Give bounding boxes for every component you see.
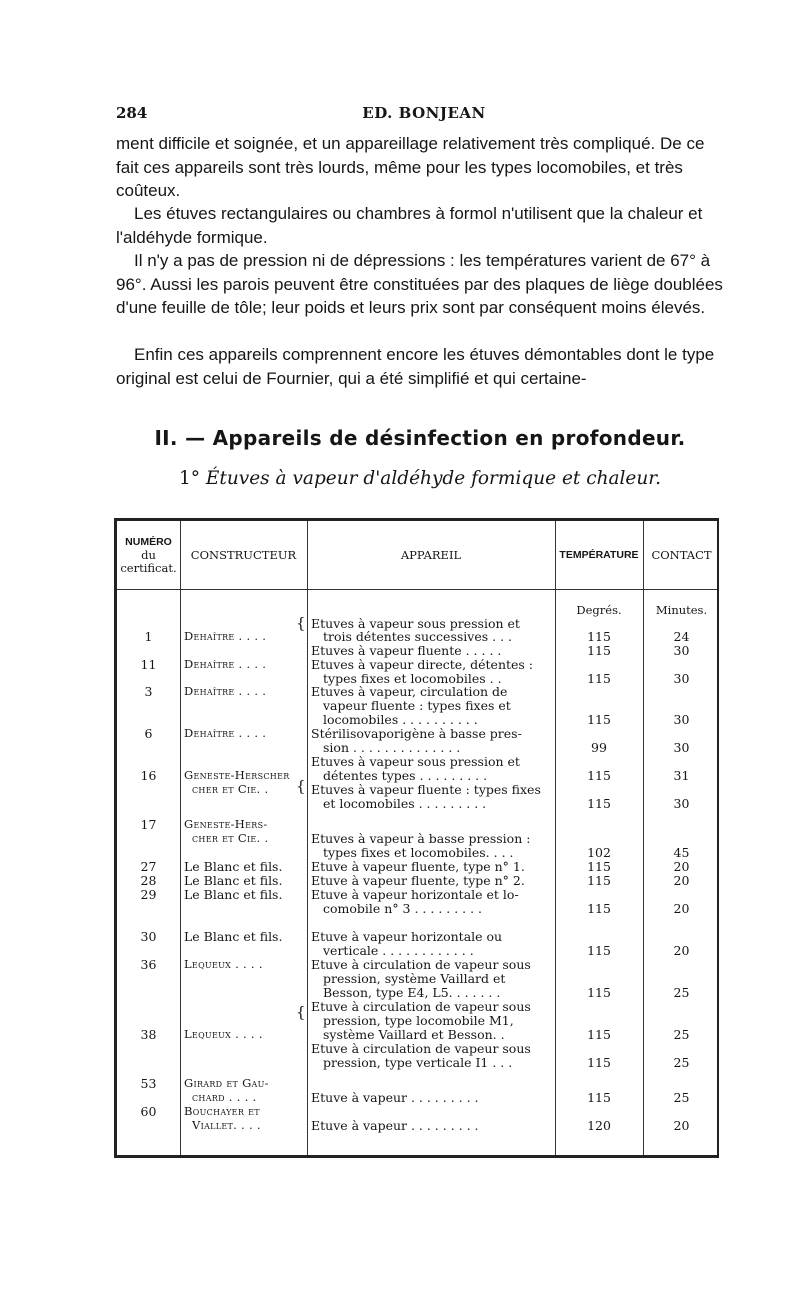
- constructor-cell: Dehaître . . . .: [184, 629, 267, 643]
- apparatus-cell: pression, type verticale I1 . . .: [323, 1055, 513, 1070]
- certificate-number: 27: [140, 859, 157, 874]
- constructor-cell: Le Blanc et fils.: [184, 887, 283, 902]
- certificate-number: 53: [140, 1076, 157, 1091]
- apparatus-cell: détentes types . . . . . . . . .: [323, 768, 488, 783]
- contact-value: 24: [673, 629, 690, 644]
- certificate-number: 16: [140, 768, 157, 783]
- unit-minutes: Minutes.: [655, 603, 708, 617]
- apparatus-cell: locomobiles . . . . . . . . . .: [323, 712, 478, 727]
- contact-value: 30: [673, 740, 690, 755]
- brace-decoration: {: [296, 1003, 306, 1021]
- paragraph-2: Les étuves rectangulaires ou chambres à formol n'utilisent que la chaleur et l'aldéhyde formique.: [116, 204, 703, 247]
- certificate-number: 29: [140, 887, 157, 902]
- apparatus-cell: Stérilisovaporigène à basse pres-: [311, 726, 522, 741]
- apparatus-cell: vapeur fluente : types fixes et: [323, 698, 511, 713]
- apparatus-cell: Etuves à vapeur fluente . . . . .: [311, 643, 502, 658]
- temperature-value: 115: [587, 859, 611, 874]
- apparatus-cell: Etuve à vapeur . . . . . . . . .: [311, 1118, 479, 1133]
- constructor-cell: cher et Cie. .: [192, 831, 269, 845]
- certificate-number: 11: [140, 657, 157, 672]
- paragraph-4: Enfin ces appareils comprennent encore les étuves démontables dont le type original est celui de Fournier, qui a été simplifié et qui certaine-: [116, 345, 715, 388]
- contact-value: 20: [673, 901, 690, 916]
- temperature-value: 115: [587, 985, 611, 1000]
- temperature-value: 99: [591, 740, 607, 755]
- contact-value: 25: [673, 1090, 690, 1105]
- temperature-value: 115: [587, 873, 611, 888]
- certificate-number: 28: [140, 873, 157, 888]
- apparatus-cell: Etuve à circulation de vapeur sous: [311, 999, 531, 1014]
- header-numero: NUMÉRO du certificat.: [120, 535, 177, 575]
- apparatus-cell: types fixes et locomobiles. . . .: [323, 845, 514, 860]
- apparatus-cell: Etuves à vapeur directe, détentes :: [311, 657, 534, 672]
- constructor-cell: Viallet. . . .: [192, 1118, 261, 1132]
- apparatus-cell: Etuve à vapeur . . . . . . . . .: [311, 1090, 479, 1105]
- certificate-number: 30: [140, 929, 157, 944]
- temperature-value: 115: [587, 796, 611, 811]
- contact-value: 25: [673, 985, 690, 1000]
- running-head: [116, 104, 732, 128]
- contact-value: 20: [673, 873, 690, 888]
- header-appareil: APPAREIL: [400, 547, 462, 562]
- column-divider: [307, 521, 308, 1155]
- apparatus-cell: Etuves à vapeur, circulation de: [311, 684, 508, 699]
- apparatus-cell: comobile n° 3 . . . . . . . . .: [323, 901, 483, 916]
- apparatus-cell: Etuves à vapeur sous pression et: [311, 616, 520, 631]
- apparatus-cell: Etuves à vapeur à basse pression :: [311, 831, 531, 846]
- certificate-number: 36: [140, 957, 157, 972]
- contact-value: 30: [673, 671, 690, 686]
- constructor-cell: Lequeux . . . .: [184, 957, 263, 971]
- header-temperature: TEMPÉRATURE: [559, 548, 639, 561]
- apparatus-cell: verticale . . . . . . . . . . . .: [323, 943, 474, 958]
- apparatus-cell: Etuve à vapeur horizontale et lo-: [311, 887, 519, 902]
- subsection-text: Étuves à vapeur d'aldéhyde formique et chaleur.: [205, 468, 661, 489]
- subsection-title: [116, 468, 724, 489]
- apparatus-cell: Etuve à vapeur fluente, type n° 2.: [311, 873, 525, 888]
- column-divider: [180, 521, 181, 1155]
- constructor-cell: Dehaître . . . .: [184, 726, 267, 740]
- certificate-number: 17: [140, 817, 157, 832]
- paragraph-1: ment difficile et soignée, et un appareillage relativement très compliqué. De ce fait ces appareils sont très lourds, même pour les types locomobiles, et très coûteux.: [116, 134, 705, 200]
- constructor-cell: Dehaître . . . .: [184, 684, 267, 698]
- apparatus-cell: Etuves à vapeur sous pression et: [311, 754, 520, 769]
- apparatus-cell: Etuve à circulation de vapeur sous: [311, 1041, 531, 1056]
- certificate-number: 60: [140, 1104, 157, 1119]
- constructor-cell: chard . . . .: [192, 1090, 257, 1104]
- disinfection-table: [114, 518, 719, 1158]
- apparatus-cell: sion . . . . . . . . . . . . . .: [323, 740, 461, 755]
- contact-value: 25: [673, 1027, 690, 1042]
- temperature-value: 115: [587, 643, 611, 658]
- certificate-number: 38: [140, 1027, 157, 1042]
- temperature-value: 115: [587, 768, 611, 783]
- subsection-number: 1°: [179, 468, 201, 489]
- contact-value: 20: [673, 1118, 690, 1133]
- constructor-cell: Le Blanc et fils.: [184, 873, 283, 888]
- constructor-cell: cher et Cie. .: [192, 782, 269, 796]
- apparatus-cell: Etuve à vapeur fluente, type n° 1.: [311, 859, 525, 874]
- paragraph-3: Il n'y a pas de pression ni de dépressions : les températures varient de 67° à 96°. Aussi les parois peuvent être constituées par des plaques de liège doublées d'une feuille de tôle; leur poids et leurs prix sont par conséquent moins élevés.: [116, 251, 723, 317]
- section-title: II. — Appareils de désinfection en profondeur.: [154, 426, 686, 450]
- temperature-value: 120: [587, 1118, 611, 1133]
- header-contact: CONTACT: [651, 547, 712, 562]
- constructor-cell: Geneste-Herscher: [184, 768, 290, 782]
- apparatus-cell: trois détentes successives . . .: [323, 629, 512, 644]
- temperature-value: 115: [587, 1027, 611, 1042]
- constructor-cell: Le Blanc et fils.: [184, 929, 283, 944]
- apparatus-cell: Besson, type E4, L5. . . . . . .: [323, 985, 501, 1000]
- temperature-value: 102: [587, 845, 611, 860]
- constructor-cell: Lequeux . . . .: [184, 1027, 263, 1041]
- contact-value: 45: [673, 845, 690, 860]
- constructor-cell: Bouchayer et: [184, 1104, 260, 1118]
- temperature-value: 115: [587, 629, 611, 644]
- temperature-value: 115: [587, 1090, 611, 1105]
- contact-value: 30: [673, 643, 690, 658]
- brace-decoration: {: [296, 777, 306, 795]
- apparatus-cell: Etuve à circulation de vapeur sous: [311, 957, 531, 972]
- certificate-number: 1: [144, 629, 153, 644]
- contact-value: 31: [673, 768, 690, 783]
- constructor-cell: Girard et Gau-: [184, 1076, 269, 1090]
- contact-value: 30: [673, 712, 690, 727]
- certificate-number: 3: [144, 684, 153, 699]
- temperature-value: 115: [587, 943, 611, 958]
- apparatus-cell: pression, type locomobile M1,: [323, 1013, 514, 1028]
- page-number: 284: [116, 104, 148, 122]
- certificate-number: 6: [144, 726, 153, 741]
- temperature-value: 115: [587, 1055, 611, 1070]
- temperature-value: 115: [587, 712, 611, 727]
- constructor-cell: Le Blanc et fils.: [184, 859, 283, 874]
- constructor-cell: Dehaître . . . .: [184, 657, 267, 671]
- apparatus-cell: Etuve à vapeur horizontale ou: [311, 929, 503, 944]
- apparatus-cell: Etuves à vapeur fluente : types fixes: [311, 782, 541, 797]
- temperature-value: 115: [587, 671, 611, 686]
- apparatus-cell: système Vaillard et Besson. .: [323, 1027, 505, 1042]
- temperature-value: 115: [587, 901, 611, 916]
- contact-value: 30: [673, 796, 690, 811]
- contact-value: 20: [673, 943, 690, 958]
- running-title: ED. BONJEAN: [362, 104, 486, 122]
- contact-value: 20: [673, 859, 690, 874]
- unit-degres: Degrés.: [576, 603, 622, 617]
- header-constructeur: CONSTRUCTEUR: [190, 547, 297, 562]
- brace-decoration: {: [296, 614, 306, 632]
- contact-value: 25: [673, 1055, 690, 1070]
- apparatus-cell: et locomobiles . . . . . . . . .: [323, 796, 487, 811]
- apparatus-cell: pression, système Vaillard et: [323, 971, 506, 986]
- header-rule: [117, 589, 717, 590]
- constructor-cell: Geneste-Hers-: [184, 817, 268, 831]
- apparatus-cell: types fixes et locomobiles . .: [323, 671, 502, 686]
